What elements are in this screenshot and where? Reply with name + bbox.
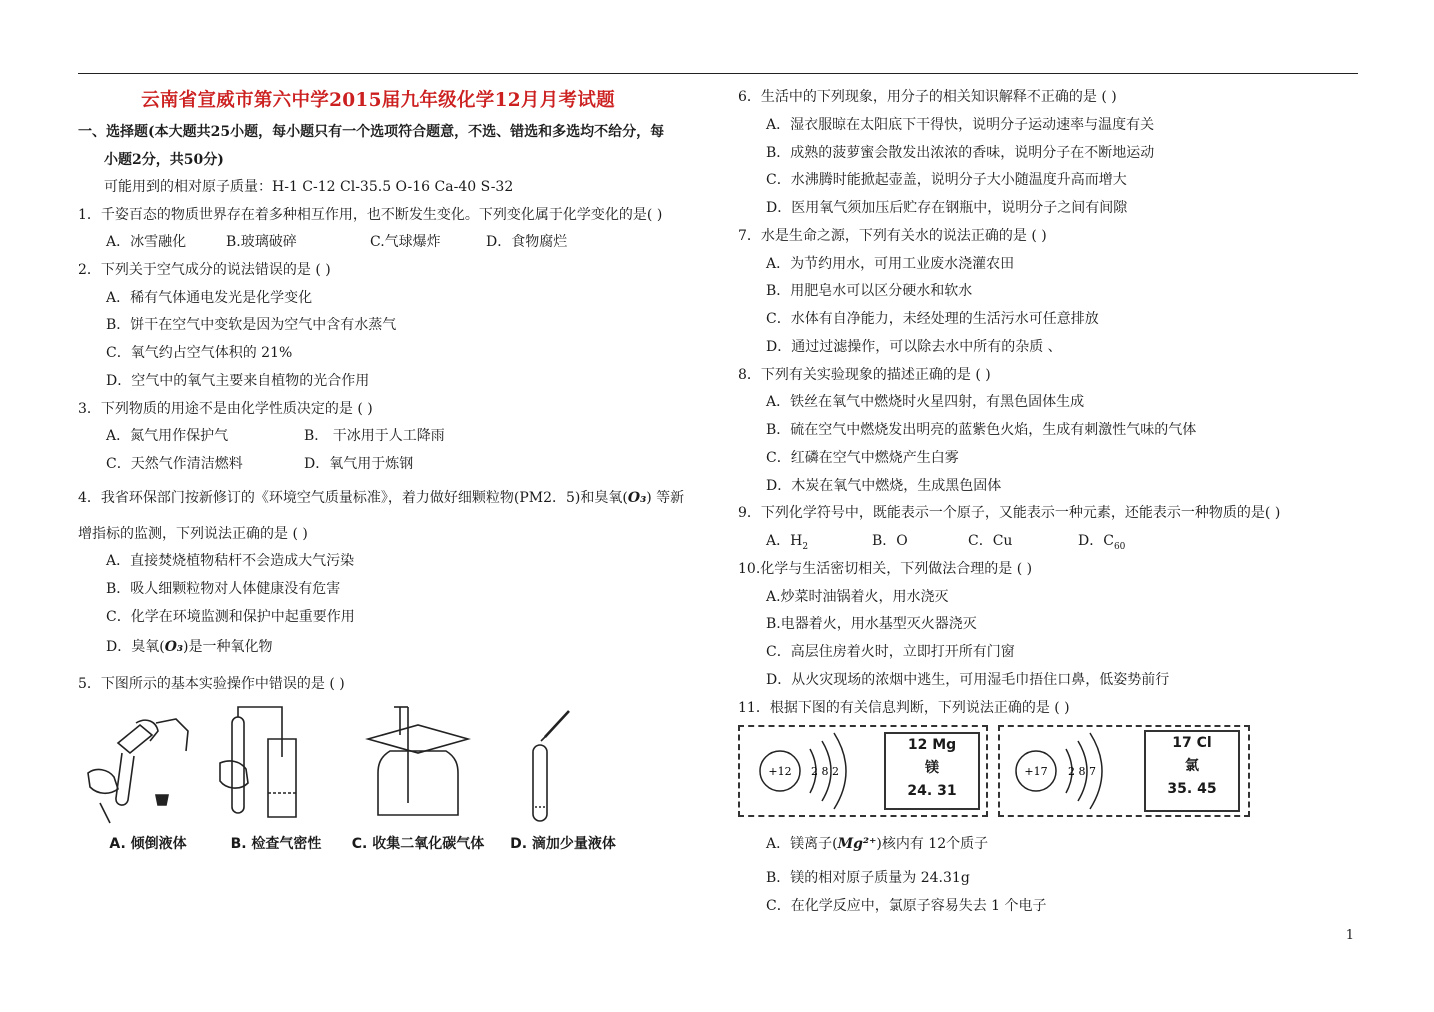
q8-option-c: C．红磷在空气中燃烧产生白雾 [766, 449, 959, 466]
q9-option-a-sub: 2 [802, 541, 809, 552]
collect-co2-drawing [348, 703, 488, 828]
q1-option-c: C.气球爆炸 [370, 234, 441, 251]
pouring-liquid-drawing [78, 703, 218, 828]
q11-option-c: C．在化学反应中，氯原子容易失去 1 个电子 [766, 898, 1047, 914]
q3-options-ab [78, 423, 718, 451]
cl-name: 氯 [1185, 758, 1199, 775]
section-heading-cont: 小题2分，共50分) [104, 152, 224, 168]
mg-shells: 2 8 2 [811, 765, 839, 779]
q4-option-d-part1: D．臭氧( [106, 639, 165, 656]
section-heading: 一、选择题(本大题共25小题，每小题只有一个选项符合题意，不选、错选和多选均不给分，每 [78, 124, 665, 140]
q9-option-c: C．Cu [968, 533, 1013, 549]
header-rule [78, 73, 1358, 74]
q8-stem: 8．下列有关实验现象的描述正确的是 ( ) [738, 366, 991, 383]
figure-pouring-liquid [78, 703, 218, 871]
caption-a: A. 倾倒液体 [109, 836, 187, 852]
q9-option-d-sub: 60 [1113, 541, 1126, 552]
q11-option-a-part1: A．镁离子( [766, 836, 838, 853]
cl-element-card [1144, 730, 1240, 812]
q1-stem: 1．千姿百态的物质世界存在着多种相互作用，也不断发生变化。下列变化属于化学变化的是( ) [78, 206, 663, 223]
q4-option-a: A．直接焚烧植物秸杆不会造成大气污染 [106, 553, 355, 570]
q2-option-d: D．空气中的氧气主要来自植物的光合作用 [106, 372, 370, 389]
q4-option-d-part2: )是一种氧化物 [183, 639, 273, 656]
q5-stem: 5．下图所示的基本实验操作中错误的是 ( ) [78, 676, 345, 693]
q11-option-b: B．镁的相对原子质量为 24.31g [766, 870, 970, 887]
figure-dropper [493, 703, 633, 871]
q10-option-d: D．从火灾现场的浓烟中逃生，可用湿毛巾捂住口鼻，低姿势前行 [766, 671, 1170, 688]
q6-option-b: B．成熟的菠萝蜜会散发出浓浓的香味，说明分子在不断地运动 [766, 144, 1155, 161]
q1-option-d: D．食物腐烂 [486, 234, 568, 251]
mg-ion-formula: Mg²⁺ [837, 836, 877, 853]
q9-option-d [1078, 528, 1125, 556]
q4-stem2: 增指标的监测，下列说法正确的是 ( ) [78, 525, 308, 542]
q8-option-d: D．木炭在氧气中燃烧，生成黑色固体 [766, 477, 1002, 494]
page-number: 1 [1345, 928, 1354, 943]
cl-mass: 35. 45 [1167, 781, 1217, 798]
q11-option-a-part2: )核内有 12个质子 [876, 836, 989, 853]
q3-option-d: D．氧气用于炼钢 [304, 455, 414, 472]
q10-stem: 10.化学与生活密切相关，下列做法合理的是 ( ) [738, 560, 1033, 577]
q9-option-a [766, 528, 872, 556]
q8-option-a: A．铁丝在氧气中燃烧时火星四射，有黑色固体生成 [766, 394, 1085, 411]
cl-atom-diagram [1000, 727, 1140, 815]
q1-options [78, 229, 718, 257]
q7-option-d: D．通过过滤操作，可以除去水中所有的杂质 、 [766, 338, 1062, 355]
q3-options-cd [78, 451, 718, 479]
q9-stem: 9．下列化学符号中，既能表示一个原子，又能表示一种元素，还能表示一种物质的是( ) [738, 505, 1281, 522]
q2-option-c: C．氧气约占空气体积的 21% [106, 345, 293, 362]
q3-option-b: B． 干冰用于人工降雨 [304, 428, 445, 445]
ozone-formula: O₃ [627, 489, 647, 506]
q9-option-d-text: D．C [1078, 533, 1114, 549]
mg-element-card [884, 732, 980, 810]
caption-d: D. 滴加少量液体 [510, 836, 616, 852]
page-title: 云南省宣威市第六中学2015届九年级化学12月月考试题 [141, 90, 615, 111]
q6-option-c: C．水沸腾时能掀起壶盖，说明分子大小随温度升高而增大 [766, 172, 1127, 189]
mg-info-box [738, 725, 988, 817]
q10-option-a: A.炒菜时油锅着火，用水浇灭 [766, 588, 949, 605]
q4-option-b: B．吸人细颗粒物对人体健康没有危害 [106, 580, 341, 597]
cl-nucleus: +17 [1024, 765, 1048, 779]
figure-collect-co2 [348, 703, 488, 871]
q8-option-b: B．硫在空气中燃烧发出明亮的蓝紫色火焰，生成有刺激性气味的气体 [766, 422, 1197, 438]
q5-figures [78, 703, 718, 871]
q2-option-a: A．稀有气体通电发光是化学变化 [106, 289, 313, 306]
mg-mass: 24. 31 [907, 783, 957, 800]
caption-c: C. 收集二氧化碳气体 [351, 836, 485, 852]
caption-b: B. 检查气密性 [230, 836, 322, 852]
q4-stem-part2: ) 等新 [646, 489, 685, 506]
q9-option-b: B．O [872, 533, 908, 549]
cl-shells: 2 8 7 [1068, 765, 1096, 779]
q7-option-c: C．水体有自净能力，未经处理的生活污水可任意排放 [766, 311, 1099, 327]
q10-option-c: C．高层住房着火时，立即打开所有门窗 [766, 644, 1015, 660]
q4-stem [78, 479, 718, 517]
mg-number-symbol: 12 Mg [907, 737, 957, 754]
cl-info-box [998, 725, 1250, 817]
q3-option-a: A．氮气用作保护气 [106, 428, 229, 445]
figure-gas-tightness [206, 703, 346, 871]
right-column [738, 84, 1368, 921]
q11-option-a [738, 825, 1368, 863]
q10-option-b: B.电器着火，用水基型灭火器浇灭 [766, 616, 977, 633]
q4-option-d [78, 631, 718, 663]
dropper-drawing [493, 703, 633, 828]
q7-stem: 7．水是生命之源，下列有关水的说法正确的是 ( ) [738, 227, 1047, 244]
q3-option-c: C．天然气作清洁燃料 [106, 455, 243, 472]
q4-option-c: C．化学在环境监测和保护中起重要作用 [106, 608, 355, 625]
q11-atom-panel [738, 725, 1368, 821]
atomic-masses: 可能用到的相对原子质量：H-1 C-12 Cl-35.5 O-16 Ca-40 S-32 [104, 179, 514, 195]
ozone-formula-2: O₃ [164, 639, 184, 656]
q6-option-d: D．医用氧气须加压后贮存在钢瓶中，说明分子之间有间隙 [766, 200, 1128, 216]
q7-option-a: A．为节约用水，可用工业废水浇灌农田 [766, 255, 1015, 272]
q2-stem: 2．下列关于空气成分的说法错误的是 ( ) [78, 262, 331, 279]
q7-option-b: B．用肥皂水可以区分硬水和软水 [766, 283, 973, 300]
q9-option-a-text: A．H [766, 533, 803, 549]
q3-stem: 3．下列物质的用途不是由化学性质决定的是 ( ) [78, 400, 373, 417]
left-column [78, 84, 718, 871]
mg-atom-diagram [740, 727, 880, 815]
q6-stem: 6．生活中的下列现象，用分子的相关知识解释不正确的是 ( ) [738, 89, 1117, 105]
mg-nucleus: +12 [768, 765, 792, 779]
gas-tightness-drawing [206, 703, 346, 828]
q11-stem: 11．根据下图的有关信息判断，下列说法正确的是 ( ) [738, 699, 1070, 716]
q1-option-a: A．冰雪融化 [106, 234, 187, 251]
q6-option-a: A．湿衣服晾在太阳底下干得快，说明分子运动速率与温度有关 [766, 116, 1155, 133]
q1-option-b: B.玻璃破碎 [226, 234, 297, 251]
q2-option-b: B．饼干在空气中变软是因为空气中含有水蒸气 [106, 317, 397, 334]
q9-options [738, 528, 1368, 556]
mg-name: 镁 [925, 760, 939, 777]
cl-number-symbol: 17 Cl [1172, 735, 1212, 752]
q4-stem-part1: 4．我省环保部门按新修订的《环境空气质量标准》，着力做好细颗粒物(PM2．5)和臭氧( [78, 489, 628, 506]
